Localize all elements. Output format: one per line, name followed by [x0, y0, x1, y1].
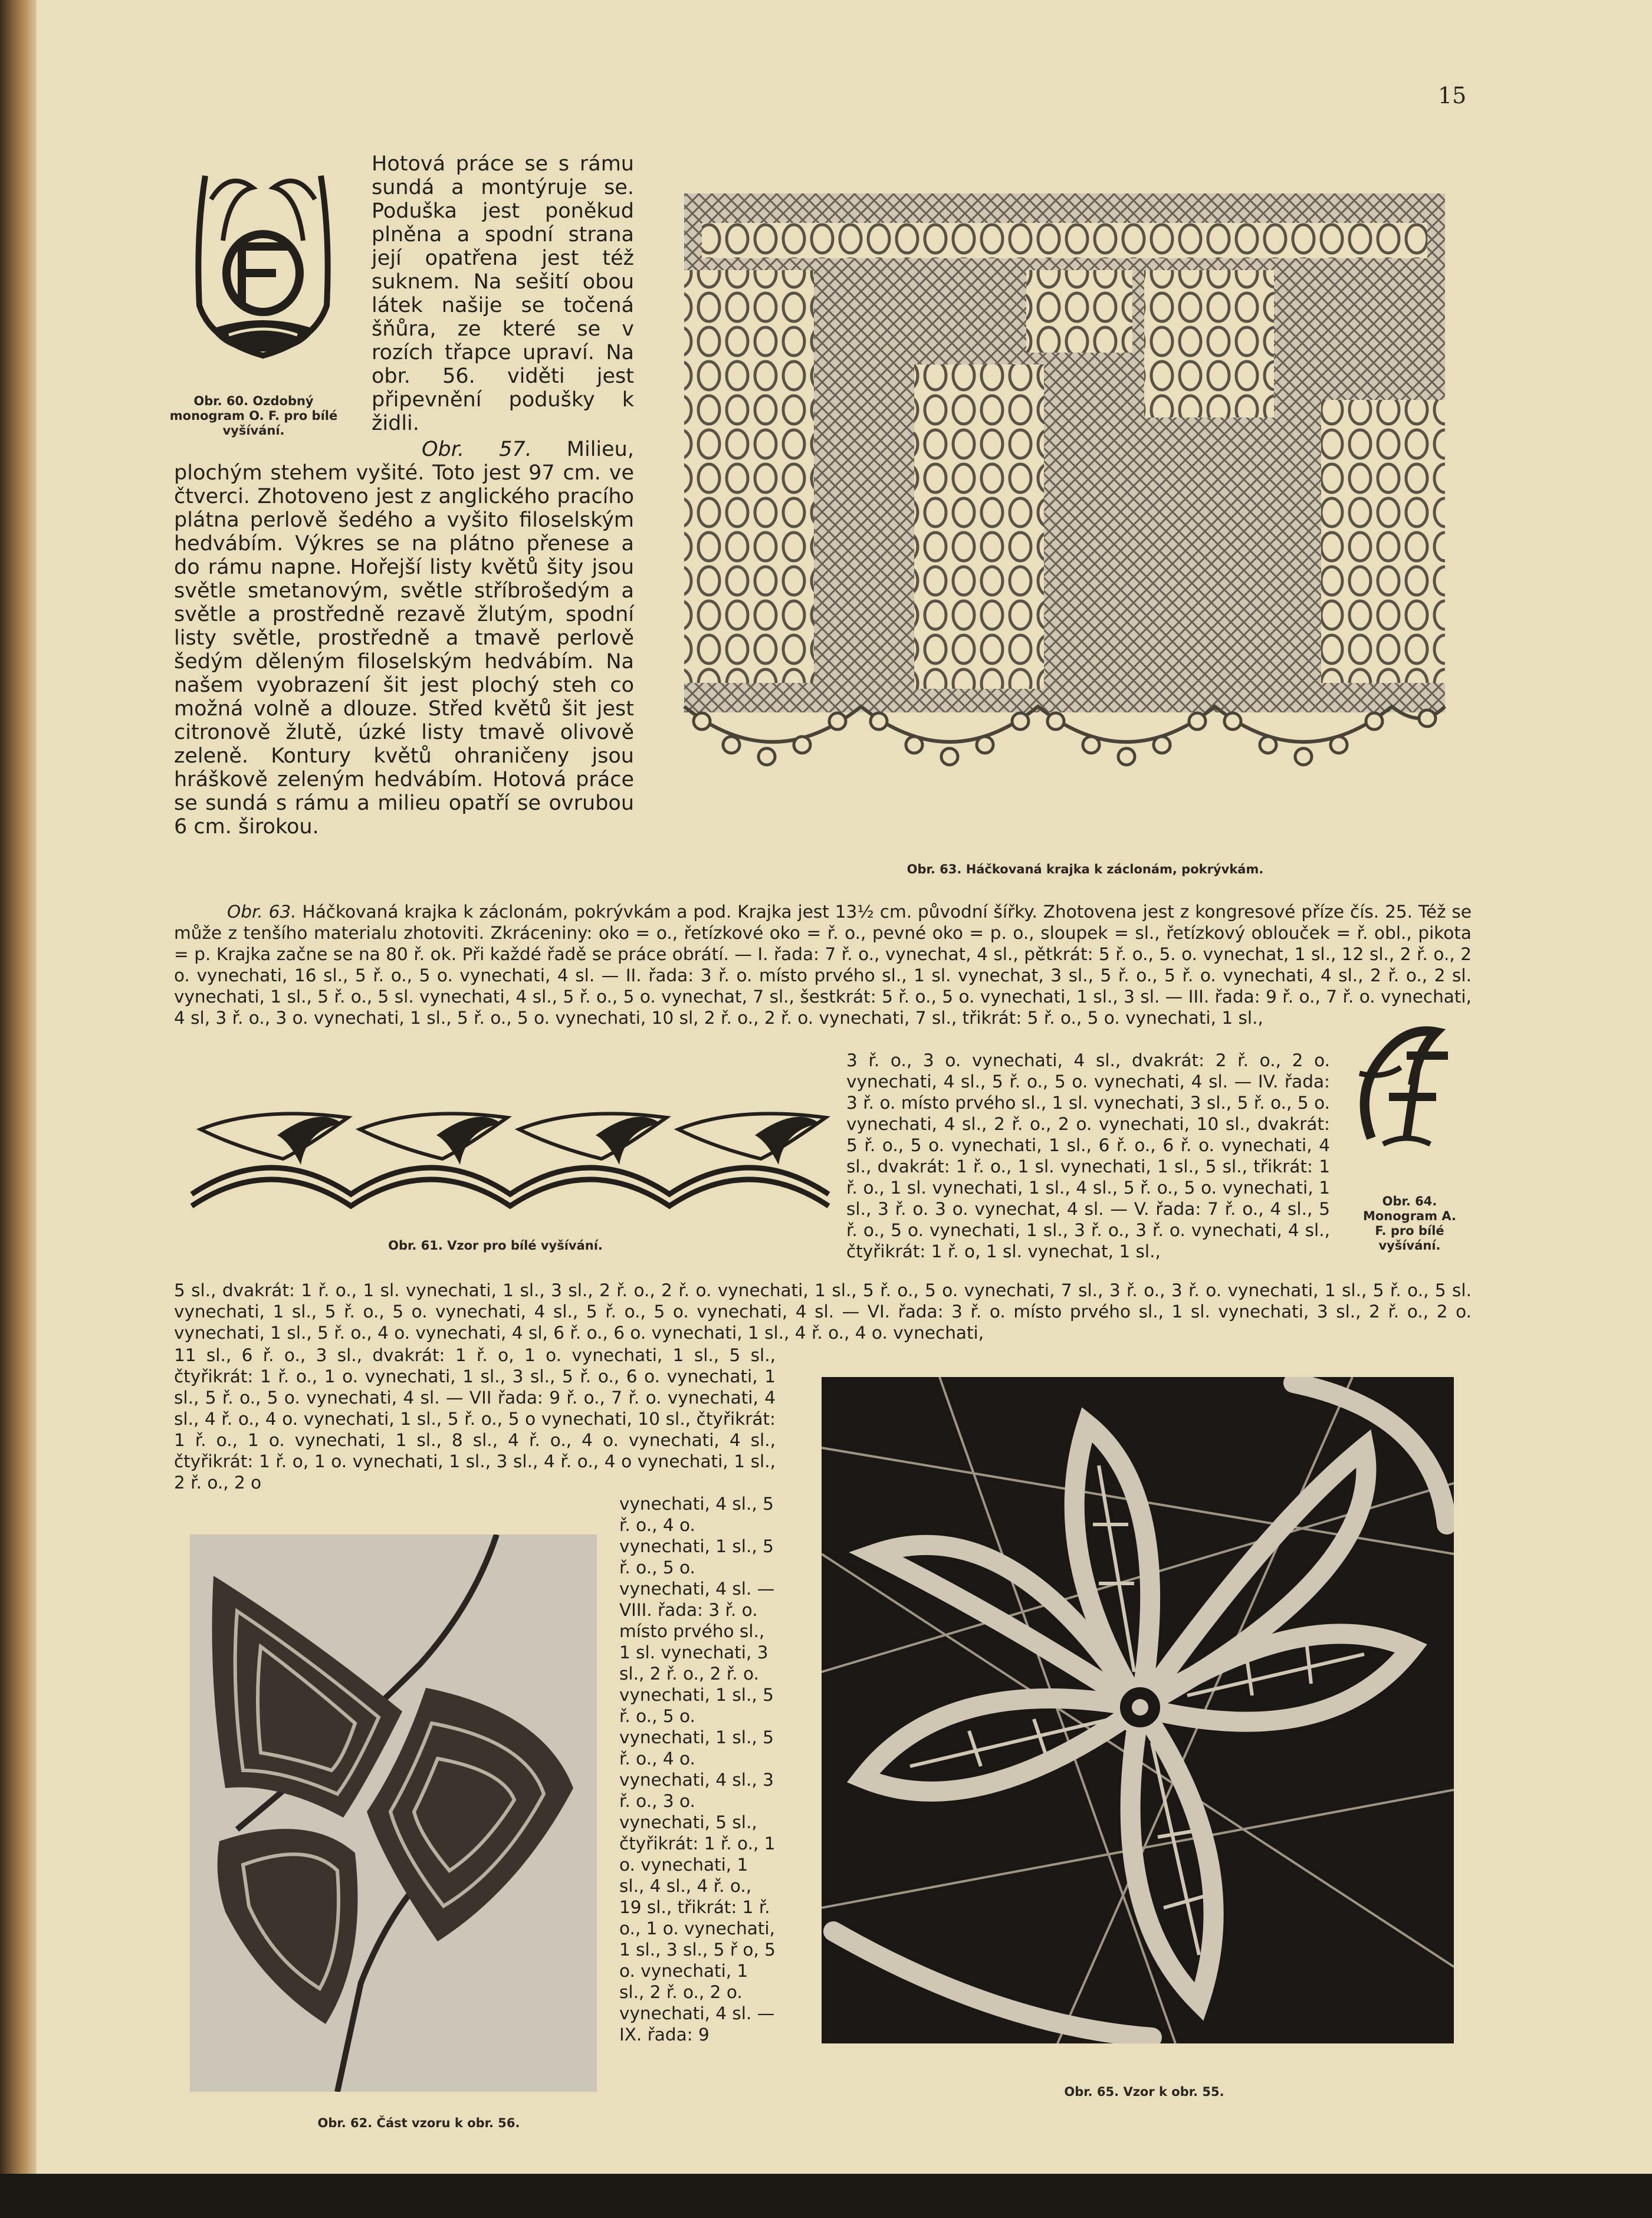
crochet-lace-figure: [666, 188, 1463, 795]
embroidery-wave-pattern: [189, 1094, 835, 1212]
spiral-embroidery-figure: [190, 1534, 597, 2092]
text-obr63-part3: 5 sl., dvakrát: 1 ř. o., 1 sl. vynechati, 1 sl., 3 sl., 2 ř. o., 2 ř. o. vynechati, 1 sl., 5 ř. o., 5 o. vynechati, 7 sl., 3 ř. o., 3 ř. o. vynechati, 1 sl., 5 ř. o., 5 sl. vynechati, 1 sl., 5 ř. o., 5 o. vynechati, 4 sl., 5 ř. o., 5 o. vynechati, 4 sl. — VI. řada: 3 ř. o. místo prvého sl., 1 sl. vynechati, 3 sl., 2 ř. o., 2 o. vynechati, 1 sl., 5 ř. o., 4 o. vynechati, 4 sl, 6 ř. o., 6 o. vynechati, 1 sl., 4 ř. o., 4 o. vynechati,: [174, 1280, 1472, 1343]
obr57-reference: Obr. 57.: [422, 438, 532, 461]
caption-obr64: Obr. 64. Monogram A. F. pro bílé vyšívání.: [1362, 1194, 1457, 1253]
book-spine: [0, 0, 37, 2218]
monogram-of-icon: [188, 164, 339, 363]
text-obr63-part2: 3 ř. o., 3 o. vynechati, 4 sl., dvakrát: 2 ř. o., 2 o. vynechati, 4 sl., 5 ř. o., 5 o. vynechati, 4 sl. — IV. řada: 3 ř. o. místo prvého sl., 1 sl. vynechati, 3 sl., 5 ř. o., 5 o. vynechati, 4 sl., 2 ř. o., 2 o. vynechati, 10 sl., dvakrát: 5 ř. o., 5 o. vynechati, 1 sl., 6 ř. o., 6 ř. o. vynechati, 4 sl., dvakrát: 1 ř. o., 1 sl. vynechati, 1 sl., 5 sl., třikrát: 1 ř. o., 1 sl. vynechati, 1 sl., 4 sl., 5 ř. o., 5 o. vynechati, 1 sl., 3 ř. o. 3 o. vynechat, 4 sl. — V. řada: 7 ř. o., 4 sl., 5 ř. o., 5 o. vynechati, 1 sl., 3 ř. o., 3 ř. o. vynechati, 4 sl., čtyřikrát: 1 ř. o, 1 sl. vynechat, 1 sl.,: [846, 1050, 1330, 1261]
text-obr63-part4: 11 sl., 6 ř. o., 3 sl., dvakrát: 1 ř. o, 1 o. vynechati, 1 sl., 5 sl., čtyřikrát: 1 ř. o., 1 o. vynechati, 1 sl., 3 sl., 5 ř. o., 6 o. vynechati, 1 sl., 5 ř. o., 5 o. vynechati, 4 sl. — VII řada: 9 ř. o., 7 ř. o. vynechati, 4 sl., 4 ř. o., 4 o. vynechati, 1 sl., 5 ř. o., 5 o vynechati, 10 sl., čtyřikrát: 1 ř. o., 1 o. vynechati, 1 sl., 8 sl., 4 ř. o., 4 o. vynechati, 4 sl., čtyřikrát: 1 ř. o, 1 o. vynechati, 1 sl., 3 sl., 4 ř. o., 4 o vynechati, 1 sl., 2 ř. o., 2 o: [174, 1345, 776, 1493]
text-intro: Hotová práce se s rámu sundá a montýruje se. Poduška jest poněkud plněna a spodní strana její opatřena jest též suknem. Na sešití obou látek našije se točená šňůra, ze které se v rozích třapce upraví. Na obr. 56. viděti jest připevnění podušky k židli.: [372, 152, 634, 435]
obr63-reference: Obr. 63.: [227, 902, 297, 922]
text-obr63-part1: Háčkovaná krajka k záclonám, pokrývkám a pod. Krajka jest 13½ cm. původní šířky. Zhotovena jest z kongresové příze čís. 25. Též se může z tenšího materialu zhotoviti. Zkráceniny: oko = o., řetízkové oko = ř. o., pevné oko = p. o., sloupek = sl., řetízkový oblouček = ř. obl., pikota = p. Krajka začne se na 80 ř. ok. Při každé řadě se práce obrátí. — I. řada: 7 ř. o., vynechat, 4 sl., pětkrát: 5 ř. o., 5. o. vynechat, 1 sl., 12 sl., 2 ř. o., 2 o. vynechati, 16 sl., 5 ř. o., 5 o. vynechati, 4 sl. — II. řada: 3 ř. o. místo prvého sl., 1 sl. vynechat, 3 sl., 5 ř. o., 5 ř. o. vynechati, 4 sl., 2 ř. o., 2 sl. vynechati, 1 sl., 5 ř. o., 5 sl. vynechati, 4 sl., 5 ř. o., 5 o. vynechat, 7 sl., šestkrát: 5 ř. o., 5 o. vynechati, 1 sl., 3 sl. — III. řada: 9 ř. o., 7 ř. o. vynechati, 4 sl, 3 ř. o., 3 o. vynechati, 1 sl., 5 ř. o., 5 o. vynechati, 10 sl, 2 ř. o., 2 ř. o. vynechati, 7 sl., třikrát: 5 ř. o., 5 o. vynechati, 1 sl.,: [174, 902, 1472, 1028]
text-obr63-part5: vynechati, 4 sl., 5 ř. o., 4 o. vynechati, 1 sl., 5 ř. o., 5 o. vynechati, 4 sl. — VIII. řada: 3 ř. o. místo prvého sl., 1 sl. vynechati, 3 sl., 2 ř. o., 2 ř. o. vynechati, 1 sl., 5 ř. o., 5 o. vynechati, 1 sl., 5 ř. o., 4 o. vynechati, 4 sl., 3 ř. o., 3 o. vynechati, 5 sl., čtyřikrát: 1 ř. o., 1 o. vynechati, 1 sl., 4 sl., 4 ř. o., 19 sl., třikrát: 1 ř. o., 1 o. vynechati, 1 sl., 3 sl., 5 ř o, 5 o. vynechati, 1 sl., 2 ř. o., 2 o. vynechati, 4 sl. — IX. řada: 9: [619, 1494, 776, 2045]
scan-bottom-edge: [0, 2174, 1652, 2218]
caption-obr61: Obr. 61. Vzor pro bílé vyšívání.: [388, 1238, 603, 1253]
caption-obr60: Obr. 60. Ozdobný monogram O. F. pro bílé vyšívání.: [169, 394, 338, 438]
monogram-af-icon: [1348, 1020, 1457, 1156]
page-number: 15: [1438, 83, 1467, 109]
caption-obr63: Obr. 63. Háčkovaná krajka k záclonám, pokrývkám.: [907, 862, 1264, 876]
text-obr57-block: [174, 438, 634, 839]
text-obr63-block: [174, 901, 1472, 1029]
battenberg-lace-figure: [822, 1377, 1454, 2043]
caption-obr62: Obr. 62. Část vzoru k obr. 56.: [317, 2116, 520, 2130]
text-obr57: Milieu, plochým stehem vyšité. Toto jest 97 cm. ve čtverci. Zhotoveno jest z anglického pracího plátna perlově šedého a vyšito filoselským hedvábím. Výkres se na plátno přenese a do rámu napne. Hořejší listy květů šity jsou světle smetanovým, světle stříbrošedým a světle a prostředně rezavě žlutým, spodní listy světle, prostředně a tmavě perlově šedým děleným filoselským hedvábím. Na našem vyobrazení šit jest plochý steh co možná volně a dlouze. Střed květů šit jest citronově žlutě, úzké listy tmavě olivově zeleně. Kontury květů ohraničeny jsou hráškově zeleným hedvábím. Hotová práce se sundá s rámu a milieu opatří se ovrubou 6 cm. širokou.: [174, 438, 634, 839]
caption-obr65: Obr. 65. Vzor k obr. 55.: [1064, 2085, 1224, 2099]
